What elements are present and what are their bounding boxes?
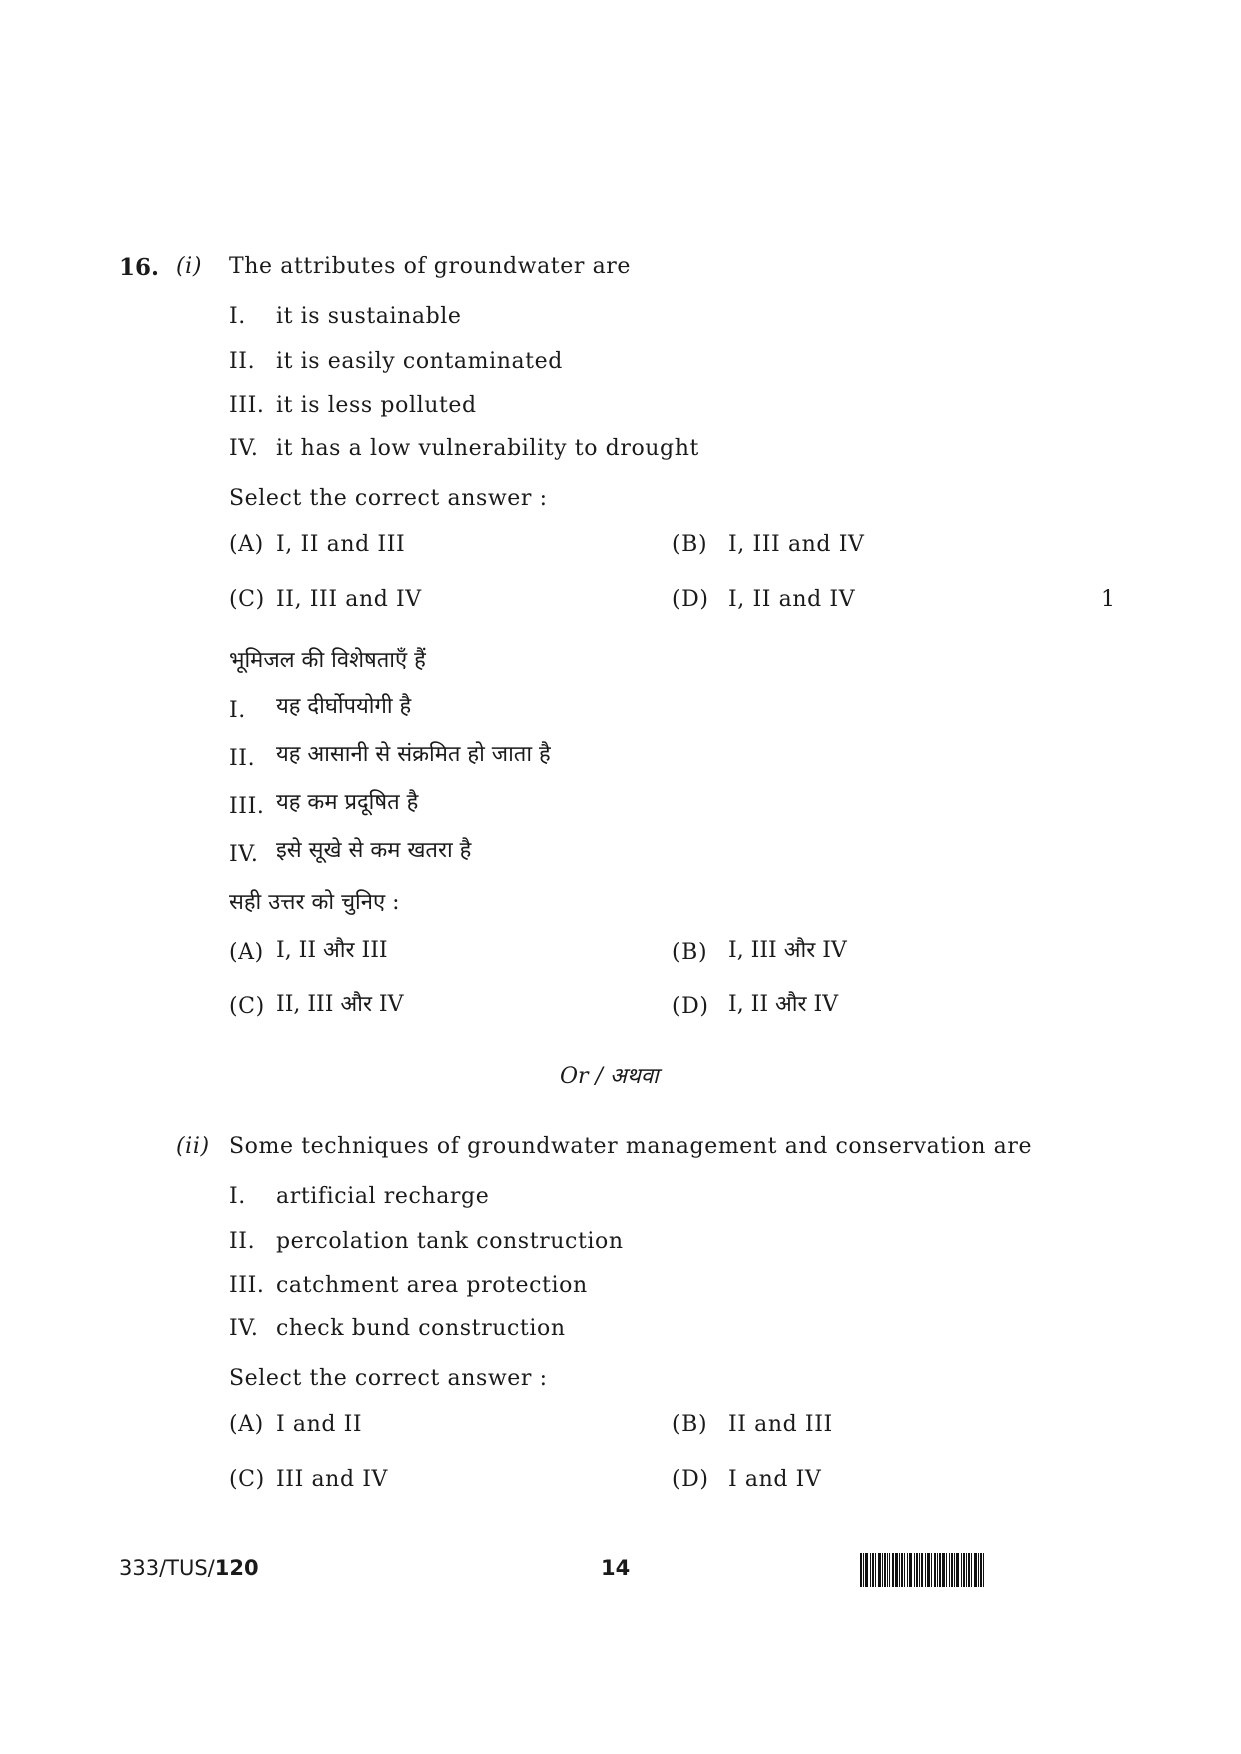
barcode-bar: [901, 1553, 903, 1587]
barcode-bar: [916, 1553, 918, 1587]
barcode-bar: [942, 1553, 945, 1587]
barcode-bar: [907, 1553, 908, 1587]
barcode-bar: [909, 1553, 912, 1587]
barcode-bar: [863, 1553, 864, 1587]
statement-num: IV.: [229, 842, 259, 867]
statement-num: III.: [229, 794, 265, 819]
marks: 1: [1101, 587, 1116, 612]
prompt-hi: सही उत्तर को चुनिए :: [229, 890, 400, 915]
option-text: I, III and IV: [728, 532, 865, 557]
statement-text-hi: यह दीर्घोपयोगी है: [276, 694, 412, 719]
option-label: (D): [672, 1467, 709, 1492]
statement-num: I.: [229, 698, 246, 723]
prompt-en: Select the correct answer :: [229, 1366, 548, 1391]
barcode-bar: [860, 1553, 862, 1587]
barcode-bar: [946, 1553, 947, 1587]
or-separator: Or / अथवा: [560, 1064, 659, 1089]
part-i-stem-hi: भूमिजल की विशेषताएँ हैं: [229, 648, 426, 673]
statement-text-hi: यह कम प्रदूषित है: [276, 790, 419, 815]
statement-text: it is easily contaminated: [276, 349, 563, 374]
statement-num: II.: [229, 1229, 256, 1254]
barcode-bar: [904, 1553, 905, 1587]
barcode-bar: [956, 1553, 959, 1587]
barcode-bar: [949, 1553, 950, 1587]
option-text-hi: II, III और IV: [276, 992, 404, 1017]
part-i-label: (i): [176, 254, 203, 279]
barcode-bar: [914, 1553, 915, 1587]
barcode-bar: [865, 1553, 868, 1587]
option-label: (B): [672, 940, 708, 965]
option-label: (C): [229, 1467, 265, 1492]
statement-num: IV.: [229, 436, 259, 461]
paper-code: [119, 1556, 259, 1580]
option-text: II, III and IV: [276, 587, 422, 612]
option-label: (D): [672, 587, 709, 612]
option-label: (D): [672, 994, 709, 1019]
question-number: 16.: [119, 254, 160, 281]
barcode-bar: [963, 1553, 965, 1587]
prompt-en: Select the correct answer :: [229, 486, 548, 511]
statement-text-hi: यह आसानी से संक्रमित हो जाता है: [276, 742, 551, 767]
statement-text: catchment area protection: [276, 1273, 588, 1298]
barcode-bar: [899, 1553, 900, 1587]
barcode-bar: [882, 1553, 883, 1587]
barcode-bar: [884, 1553, 886, 1587]
statement-text: artificial recharge: [276, 1184, 490, 1209]
barcode-bar: [961, 1553, 962, 1587]
barcode-icon: [860, 1553, 1125, 1587]
statement-text: it has a low vulnerability to drought: [276, 436, 699, 461]
barcode-bar: [966, 1553, 967, 1587]
barcode-bar: [870, 1553, 871, 1587]
option-text: I and IV: [728, 1467, 822, 1492]
option-label: (C): [229, 994, 265, 1019]
barcode-bar: [934, 1553, 936, 1587]
barcode-bar: [927, 1553, 930, 1587]
barcode-bar: [889, 1553, 890, 1587]
option-text: I, II and III: [276, 532, 406, 557]
part-ii-stem-en: Some techniques of groundwater management and conservation are: [229, 1134, 1033, 1159]
option-text: I and II: [276, 1412, 363, 1437]
statement-num: IV.: [229, 1316, 259, 1341]
barcode-bar: [980, 1553, 982, 1587]
barcode-bar: [875, 1553, 876, 1587]
barcode-bar: [895, 1553, 898, 1587]
option-label: (A): [229, 532, 264, 557]
statement-num: III.: [229, 1273, 265, 1298]
barcode-bar: [954, 1553, 955, 1587]
barcode-bar: [925, 1553, 926, 1587]
statement-text: it is sustainable: [276, 304, 462, 329]
part-ii-label: (ii): [176, 1134, 210, 1159]
option-text-hi: I, II और IV: [728, 992, 839, 1017]
barcode-bar: [921, 1553, 923, 1587]
statement-num: I.: [229, 304, 246, 329]
barcode-bar: [951, 1553, 953, 1587]
option-text: III and IV: [276, 1467, 389, 1492]
barcode-bar: [939, 1553, 941, 1587]
statement-text-hi: इसे सूखे से कम खतरा है: [276, 838, 472, 863]
option-text: I, II and IV: [728, 587, 856, 612]
barcode-bar: [872, 1553, 874, 1587]
option-label: (B): [672, 1412, 708, 1437]
statement-num: III.: [229, 393, 265, 418]
paper-code-prefix: 333/TUS/: [119, 1556, 215, 1580]
page-number: 14: [601, 1556, 631, 1580]
paper-code-suffix: 120: [214, 1556, 259, 1580]
barcode-bar: [968, 1553, 970, 1587]
statement-num: II.: [229, 746, 256, 771]
barcode-bar: [978, 1553, 979, 1587]
statement-text: check bund construction: [276, 1316, 566, 1341]
option-text-hi: I, III और IV: [728, 938, 847, 963]
option-label: (C): [229, 587, 265, 612]
option-label: (A): [229, 940, 264, 965]
barcode-bar: [937, 1553, 938, 1587]
option-text-hi: I, II और III: [276, 938, 388, 963]
statement-text: percolation tank construction: [276, 1229, 624, 1254]
option-label: (B): [672, 532, 708, 557]
barcode-bar: [974, 1553, 977, 1587]
option-label: (A): [229, 1412, 264, 1437]
barcode-bar: [919, 1553, 920, 1587]
part-i-stem-en: The attributes of groundwater are: [229, 254, 632, 279]
barcode-bar: [887, 1553, 888, 1587]
barcode-bar: [971, 1553, 972, 1587]
barcode-bar: [892, 1553, 894, 1587]
barcode-bar: [983, 1553, 984, 1587]
statement-num: II.: [229, 349, 256, 374]
statement-num: I.: [229, 1184, 246, 1209]
barcode-bar: [878, 1553, 881, 1587]
barcode-bar: [931, 1553, 932, 1587]
option-text: II and III: [728, 1412, 833, 1437]
statement-text: it is less polluted: [276, 393, 477, 418]
